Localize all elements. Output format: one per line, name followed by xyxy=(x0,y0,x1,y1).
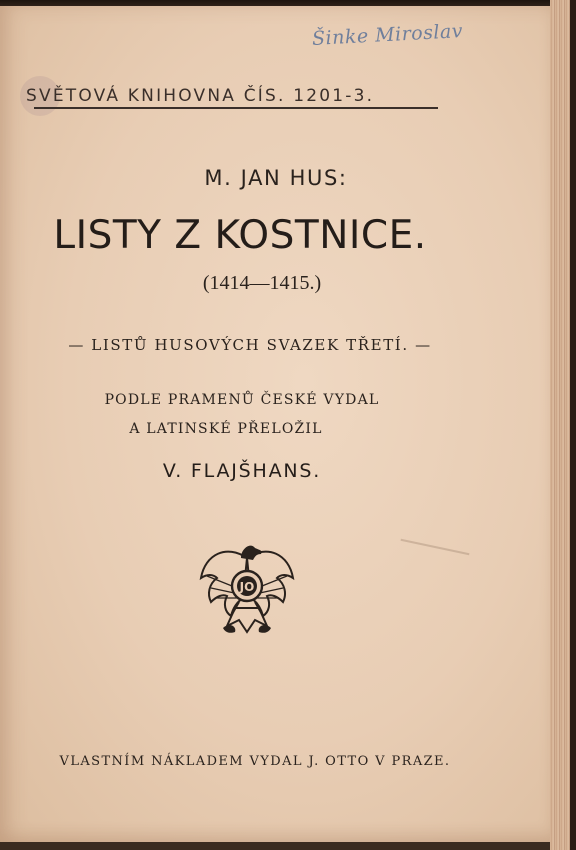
publisher-imprint: VLASTNÍM NÁKLADEM VYDAL J. OTTO V PRAZE. xyxy=(59,754,451,769)
author-name: M. JAN HUS: xyxy=(204,166,348,190)
source-line-2: A LATINSKÉ PŘELOŽIL xyxy=(129,421,323,437)
paper-scratch xyxy=(401,539,470,556)
years-line xyxy=(0,272,552,295)
book-edge-shadow xyxy=(570,0,576,850)
publisher-eagle-emblem-icon xyxy=(197,536,297,638)
years-text: (1414—1415.) xyxy=(202,272,322,294)
page-edges xyxy=(550,0,576,850)
title-page xyxy=(0,6,552,842)
handwritten-signature: Šinke Miroslav xyxy=(311,20,464,50)
book-title: LISTY Z KOSTNICE. xyxy=(53,213,427,258)
source-line-1: PODLE PRAMENŮ ČESKÉ VYDAL xyxy=(104,392,380,408)
editor-name: V. FLAJŠHANS. xyxy=(162,460,322,482)
volume-line: — LISTŮ HUSOVÝCH SVAZEK TŘETÍ. — xyxy=(68,336,432,354)
series-underline xyxy=(34,107,438,109)
svg-text:JO: JO xyxy=(239,580,255,594)
series-line: SVĚTOVÁ KNIHOVNA ČÍS. 1201-3. xyxy=(26,86,375,106)
